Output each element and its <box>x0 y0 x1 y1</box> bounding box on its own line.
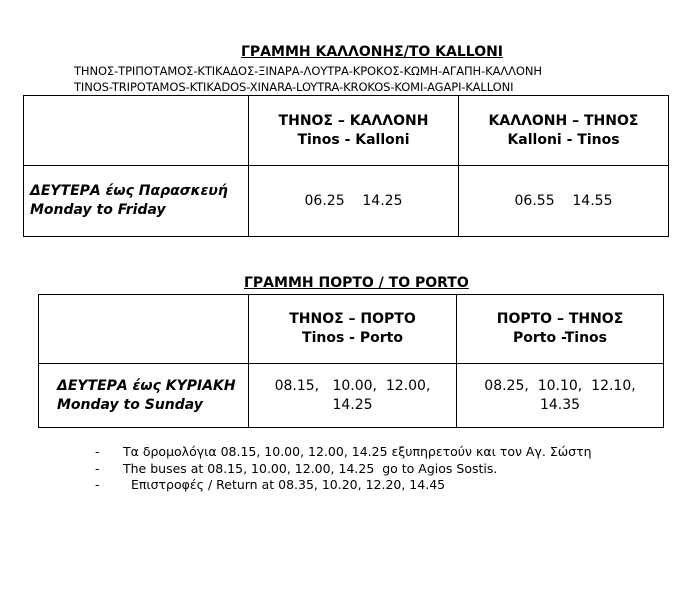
kalloni-header-outbound <box>249 96 459 166</box>
kalloni-day-cell <box>24 166 249 237</box>
kalloni-timetable <box>23 95 669 237</box>
porto-outbound-times-line1: 08.15, 10.00, 12.00, <box>274 377 431 394</box>
porto-return-greek: ΠΟΡΤΟ – ΤΗΝΟΣ <box>496 311 624 327</box>
kalloni-day-english: Monday to Friday <box>30 202 166 218</box>
kalloni-header-return <box>459 96 669 166</box>
note-text: Τα δρομολόγια 08.15, 10.00, 12.00, 14.25 εξυπηρετούν και τον Αγ. Σώστη <box>123 444 592 459</box>
kalloni-line-title: ΓΡΑΜΜΗ ΚΑΛΛΟΝΗΣ/TO KALLONI <box>241 44 504 60</box>
porto-outbound-greek: ΤΗΝΟΣ – ΠΟΡΤΟ <box>289 311 416 327</box>
porto-line-title: ΓΡΑΜΜΗ ΠΟΡΤΟ / TO PORTO <box>244 275 469 291</box>
porto-timetable <box>38 294 664 428</box>
porto-header-empty-cell <box>39 295 249 364</box>
note-item <box>95 461 592 478</box>
note-bullet: - <box>95 460 100 476</box>
kalloni-route-english: TINOS-TRIPOTAMOS-KTIKADOS-XINARA-LOYTRA-KROKOS-KOMI-AGAPI-KALLONI <box>74 80 514 94</box>
kalloni-route-greek: ΤΗΝΟΣ-ΤΡΙΠΟΤΑΜΟΣ-ΚΤΙΚΑΔΟΣ-ΞΙΝΑΡΑ-ΛΟΥΤΡΑ-ΚΡΟΚΟΣ-ΚΩΜΗ-ΑΓΑΠΗ-ΚΑΛΛΟΝΗ <box>74 64 542 78</box>
note-item <box>95 444 592 461</box>
kalloni-return-times <box>459 166 669 237</box>
porto-day-english: Monday to Sunday <box>57 396 203 413</box>
porto-return-times-line2: 14.35 <box>539 396 581 413</box>
kalloni-return-greek: ΚΑΛΛΟΝΗ – ΤΗΝΟΣ <box>488 112 639 129</box>
porto-return-english: Porto -Tinos <box>513 330 607 346</box>
porto-return-times-line1: 08.25, 10.10, 12.10, <box>484 377 636 394</box>
porto-header-outbound <box>249 295 457 364</box>
kalloni-return-english: Kalloni - Tinos <box>507 131 620 148</box>
kalloni-outbound-greek: ΤΗΝΟΣ – ΚΑΛΛΟΝΗ <box>278 112 429 129</box>
kalloni-outbound-times <box>249 166 459 237</box>
porto-header-return <box>457 295 664 364</box>
note-text: Επιστροφές / Return at 08.35, 10.20, 12.20, 14.45 <box>123 477 446 492</box>
kalloni-outbound-times-text: 06.25 14.25 <box>304 192 403 209</box>
porto-return-times <box>457 364 664 428</box>
porto-outbound-times-line2: 14.25 <box>332 396 373 413</box>
note-bullet: - <box>95 477 100 492</box>
note-bullet: - <box>95 444 100 459</box>
kalloni-header-empty-cell <box>24 96 249 166</box>
porto-day-greek: ΔΕΥΤΕΡΑ έως ΚΥΡΙΑΚΗ <box>57 377 236 394</box>
kalloni-day-greek: ΔΕΥΤΕΡΑ έως Παρασκευή <box>30 183 228 199</box>
kalloni-outbound-english: Tinos - Kalloni <box>297 131 410 148</box>
note-item <box>95 477 592 494</box>
notes-list <box>95 444 592 494</box>
porto-outbound-english: Tinos - Porto <box>302 330 403 346</box>
note-text: The buses at 08.15, 10.00, 12.00, 14.25 go to Agios Sostis. <box>123 460 498 476</box>
porto-outbound-times <box>249 364 457 428</box>
kalloni-return-times-text: 06.55 14.55 <box>514 192 613 209</box>
porto-day-cell <box>39 364 249 428</box>
